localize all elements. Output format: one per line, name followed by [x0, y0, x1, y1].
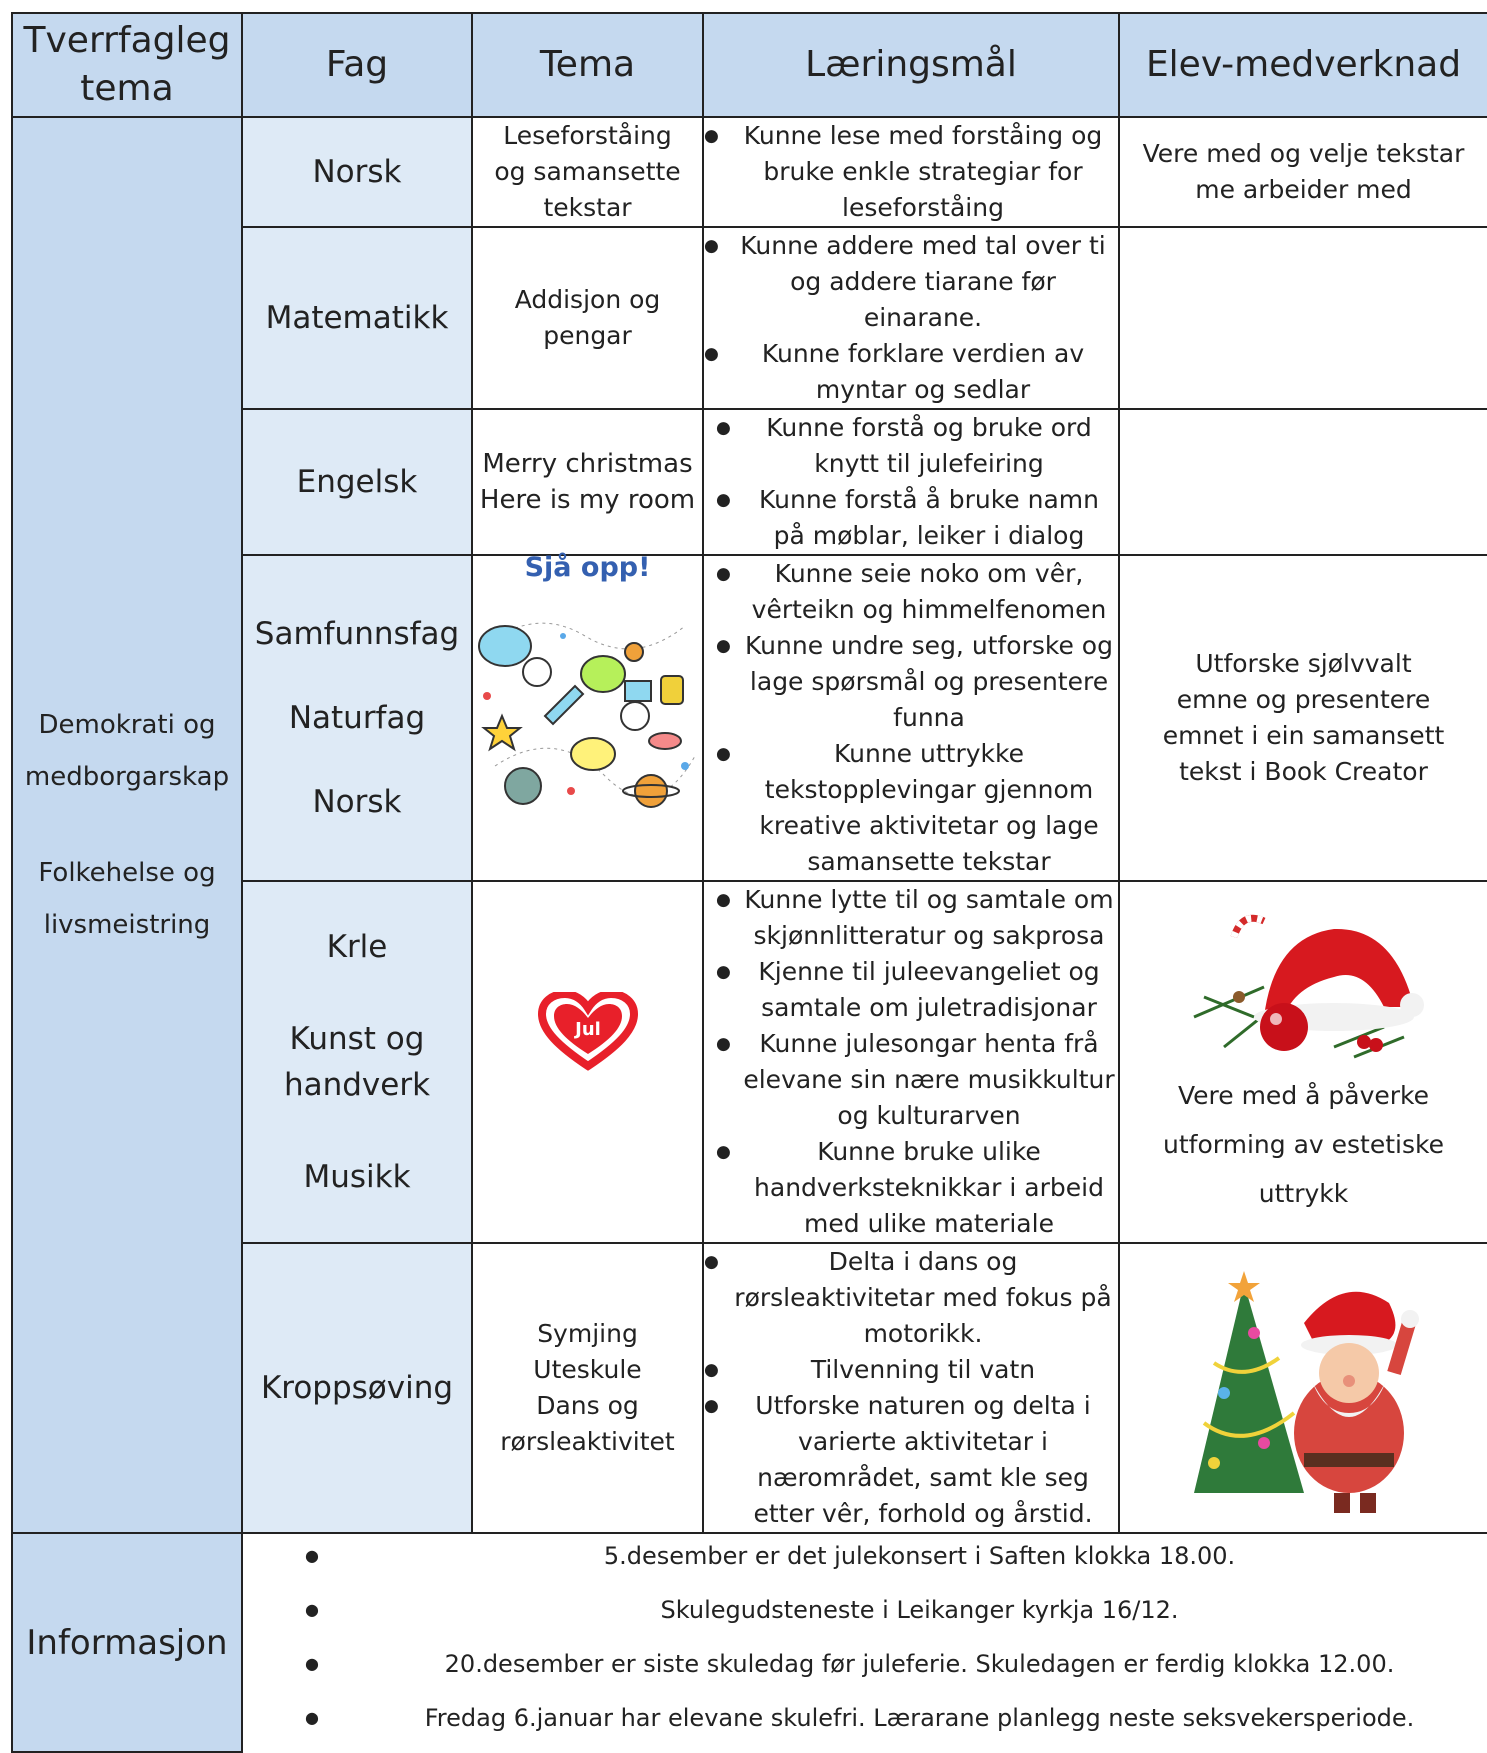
tverr-line: livsmeistring — [43, 910, 211, 940]
elev-cell — [1119, 409, 1487, 555]
header-tema: Tema — [472, 13, 703, 117]
header-tverrfagleg: Tverrfagleg tema — [12, 13, 242, 117]
header-elevmedverknad: Elev-medverknad — [1119, 13, 1487, 117]
tverr-line: medborgarskap — [24, 762, 230, 792]
goal-item: ● Kjenne til juleevangeliet og samtale om juletradisjonar — [716, 954, 1118, 1026]
goal-item: ● Kunne forstå og bruke ord knytt til julefeiring — [716, 410, 1118, 482]
info-label-cell: Informasjon — [12, 1533, 242, 1752]
elev-cell: Vere med å påverke utforming av estetiske uttrykk — [1119, 881, 1487, 1243]
goal-item: ● Kunne undre seg, utforske og lage spørsmål og presentere funna — [716, 628, 1118, 736]
info-item: ● 5.desember er det julekonsert i Saften klokka 18.00. — [243, 1536, 1487, 1590]
goal-item: ● Kunne forklare verdien av myntar og sedlar — [704, 336, 1118, 408]
fag-cell: Kroppsøving — [242, 1243, 472, 1533]
goals-cell — [703, 117, 1119, 227]
goal-item: ● Utforske naturen og delta i varierte aktivitetar i nærområdet, samt kle seg etter vêr, forhold og årstid. — [704, 1388, 1118, 1532]
goal-item: ● Kunne julesongar henta frå elevane sin nære musikkultur og kulturarven — [716, 1026, 1118, 1134]
tverr-line: Folkehelse og — [38, 858, 216, 888]
goal-item: ● Kunne uttrykke tekstopplevingar gjennom kreative aktivitetar og lage samansette tekstar — [716, 736, 1118, 880]
goal-item: ● Kunne seie noko om vêr, vêrteikn og himmelfenomen — [716, 556, 1118, 628]
info-item: ● Fredag 6.januar har elevane skulefri. Lærarane planlegg neste seksvekersperiode. — [243, 1698, 1487, 1752]
tema-cell: Merry christmas Here is my room — [472, 409, 703, 555]
heart-icon — [538, 992, 638, 1072]
elev-cell: Vere med og velje tekstar me arbeider med — [1119, 117, 1487, 227]
tema-image-cell — [472, 552, 703, 881]
elev-cell — [1119, 227, 1487, 409]
header-laeringsmal: Læringsmål — [703, 13, 1119, 117]
fag-cell: Engelsk — [242, 409, 472, 555]
space-doodle-icon — [475, 586, 701, 811]
goal-item: ● Delta i dans og rørsleaktivitetar med fokus på motorikk. — [704, 1244, 1118, 1352]
tverr-line: Demokrati og — [38, 710, 216, 740]
info-item: ● 20.desember er siste skuledag før juleferie. Skuledagen er ferdig klokka 12.00. — [243, 1644, 1487, 1698]
fag-cell: Krle Kunst og handverk Musikk — [242, 881, 472, 1243]
fag-cell: Samfunnsfag Naturfag Norsk — [242, 555, 472, 881]
goals-cell — [703, 409, 1119, 555]
goal-item: ● Kunne bruke ulike handverksteknikkar i arbeid med ulike materiale — [716, 1134, 1118, 1242]
goals-cell — [703, 881, 1119, 1243]
goal-item: ● Kunne forstå å bruke namn på møblar, leiker i dialog — [716, 482, 1118, 554]
elev-cell — [1119, 1243, 1487, 1533]
svg-text:Jul: Jul — [574, 1019, 601, 1040]
header-fag: Fag — [242, 13, 472, 117]
tema-image-cell — [472, 881, 703, 1243]
row-informasjon — [12, 1533, 1487, 1752]
tema-cell: Symjing Uteskule Dans og rørsleaktivitet — [472, 1243, 703, 1533]
elev-cell: Utforske sjølvvalt emne og presentere emnet i ein samansett tekst i Book Creator — [1119, 555, 1487, 881]
goals-cell — [703, 1243, 1119, 1533]
fag-cell: Norsk — [242, 117, 472, 227]
goal-item: ● Tilvenning til vatn — [704, 1352, 1118, 1388]
row-norsk — [12, 117, 1487, 227]
tema-cell: Leseforståing og samansette tekstar — [472, 117, 703, 227]
goal-item: ● Kunne addere med tal over ti og addere tiarane før einarane. — [704, 228, 1118, 336]
goal-item: ● Kunne lese med forståing og bruke enkle strategiar for leseforståing — [704, 118, 1118, 226]
santa-hat-icon — [1184, 907, 1424, 1067]
header-row — [12, 13, 1487, 117]
fag-cell: Matematikk — [242, 227, 472, 409]
tverrfagleg-tema-cell — [12, 117, 242, 1533]
goals-cell — [703, 555, 1119, 881]
goal-item: ● Kunne lytte til og samtale om skjønnlitteratur og sakprosa — [716, 882, 1118, 954]
period-plan-table — [11, 12, 1487, 1753]
santa-tree-icon — [1184, 1263, 1424, 1513]
goals-cell — [703, 227, 1119, 409]
sja-opp-title: Sjå opp! — [524, 552, 651, 583]
info-item: ● Skulegudsteneste i Leikanger kyrkja 16/12. — [243, 1590, 1487, 1644]
info-cell — [242, 1533, 1487, 1752]
tema-cell: Addisjon og pengar — [472, 227, 703, 409]
